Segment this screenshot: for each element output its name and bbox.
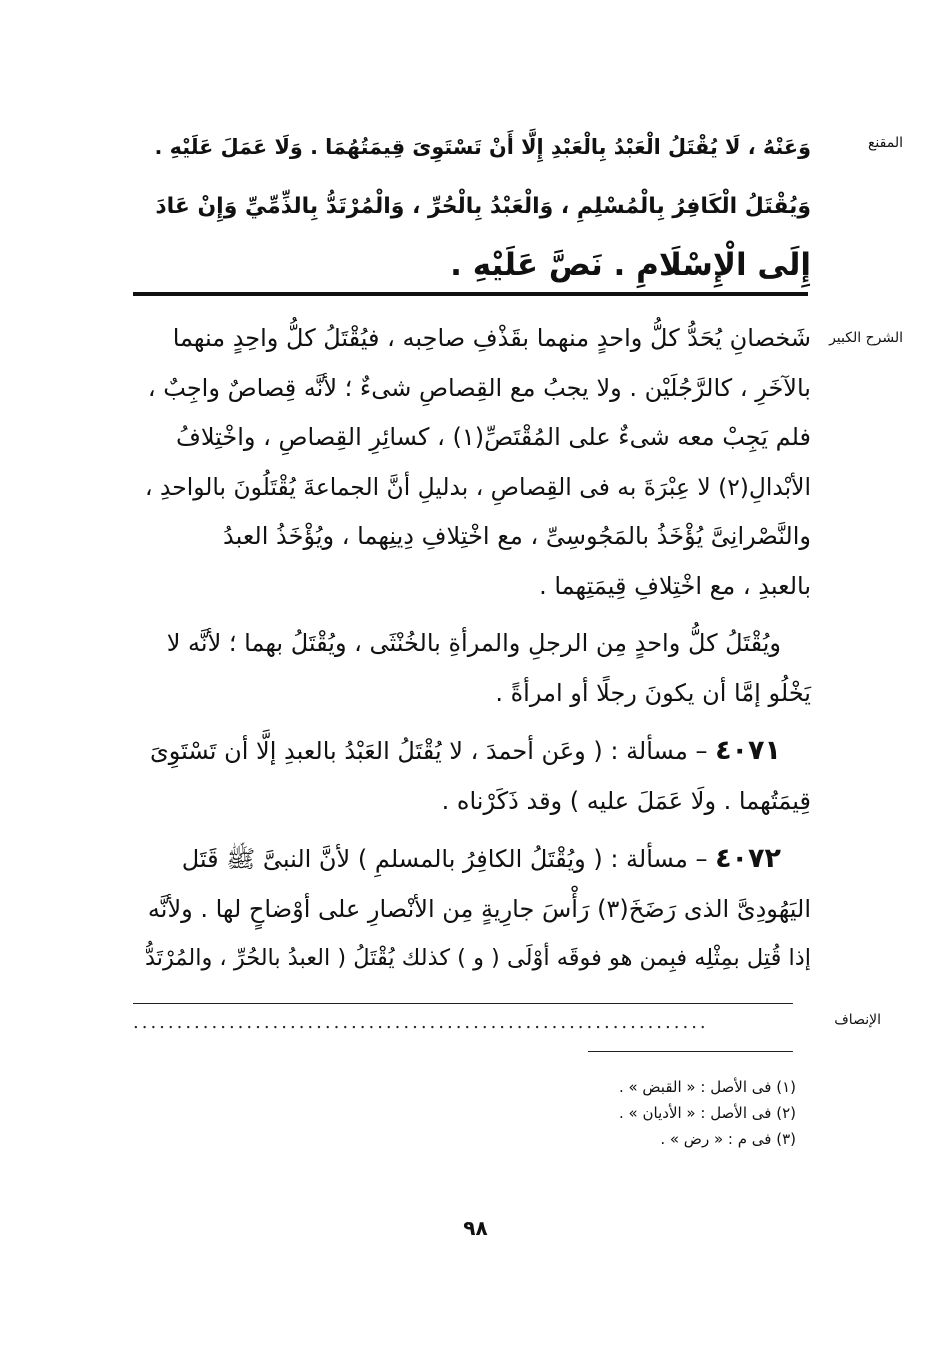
sharh-line: بالآخَرِ ، كالرَّجُلَيْن . ولا يجبُ مع القِصاصِ شىءٌ ؛ لأنَّه قِصاصٌ واجِبٌ ،	[147, 373, 811, 402]
sharh-line: شَخصانِ يُحَدُّ كلُّ واحدٍ منهما بقَذْفِ صاحِبه ، فيُقْتَلُ كلُّ واحِدٍ منهما	[172, 324, 811, 352]
sharh-line: قِيمَتُهما . ولَا عَمَلَ عليه ) وقد ذَكَرْناه .	[441, 786, 811, 815]
sharh-paragraph	[131, 314, 811, 611]
section-divider	[133, 292, 808, 296]
margin-label-insaf: الإنصاف	[834, 1012, 881, 1028]
page-number: ٩٨	[463, 1216, 488, 1240]
footnote: (٣) فى م : « رض » .	[660, 1130, 796, 1148]
footnote: (٢) فى الأصل : « الأديان » .	[619, 1104, 796, 1122]
muqni-line: وَعَنْهُ ، لَا يُقْتَلُ الْعَبْدُ بِالْعَبْدِ إِلَّا أَنْ تَسْتَوِىَ قِيمَتُهُمَا . وَلَا عَمَلَ عَلَيْهِ .	[154, 135, 811, 159]
masala-4072	[131, 834, 811, 984]
sharh-line: الأبْدالِ(٢) لا عِبْرَةَ به فى القِصاصِ ، بدليلِ أنَّ الجماعةَ يُقْتَلُونَ بالواحدِ ،	[145, 472, 811, 501]
insaf-dotted-line: ..................................................................	[133, 1012, 709, 1033]
muqni-text	[141, 118, 811, 295]
footnotes	[619, 1074, 796, 1152]
sharh-paragraph	[131, 619, 811, 718]
sharh-line: بالعبدِ ، مع اخْتِلافِ قِيمَتِهما .	[539, 571, 811, 600]
sharh-line: ويُقْتَلُ كلُّ واحدٍ مِن الرجلِ والمرأةِ بالخُنْثَى ، ويُقْتَلُ بهما ؛ لأنَّه لا	[166, 629, 781, 657]
masala-text: – مسألة : ( وعَن أحمدَ ، لا يُقْتَلُ العَبْدُ بالعبدِ إلَّا أن تَسْتَوِىَ	[149, 737, 716, 765]
sharh-line: إذا قُتِل بمِثْلِه فبِمن هو فوقَه أوْلَى ( و ) كذلك يُقْتَلُ ( العبدُ بالحُرِّ ، والمُرْتَدُّ	[144, 945, 811, 971]
sharh-line: فلم يَجِبْ معه شىءٌ على المُقْتَصِّ(١) ، كسائِرِ القِصاصِ ، واخْتِلافُ	[175, 423, 811, 451]
muqni-line: وَيُقْتَلُ الْكَافِرُ بِالْمُسْلِمِ ، وَالْعَبْدُ بِالْحُرِّ ، وَالْمُرْتَدُّ بِالذِّمِّيِّ وَإِنْ عَادَ	[155, 194, 811, 219]
margin-label-sharh: الشرح الكبير	[829, 330, 903, 346]
masala-number: ٤٠٧٢	[715, 843, 781, 874]
section-divider	[133, 1003, 793, 1004]
sharh-text	[131, 314, 811, 984]
footnote-divider	[588, 1051, 793, 1052]
muqni-line: إِلَى الْإِسْلَامِ . نَصَّ عَلَيْهِ .	[450, 247, 811, 283]
sharh-line	[131, 726, 811, 777]
sharh-line: اليَهُودِىَّ الذى رَضَخَ(٣) رَأْسَ جارِيةٍ مِن الأنْصارِ على أوْضاحٍ لها . ولأنَّه	[147, 894, 811, 923]
margin-label-muqni: المقنع	[867, 135, 903, 151]
masala-4071	[131, 726, 811, 826]
sharh-line: يَخْلُو إمَّا أن يكونَ رجلًا أو امرأةً .	[495, 678, 811, 707]
masala-number: ٤٠٧١	[715, 735, 781, 766]
sharh-line	[131, 834, 811, 885]
sharh-line: والنَّصْرانِىَّ يُؤْخَذُ بالمَجُوسِىِّ ، مع اخْتِلافِ دِينِهما ، ويُؤْخَذُ العبدُ	[223, 522, 811, 550]
footnote: (١) فى الأصل : « القبض » .	[618, 1078, 796, 1096]
masala-text: – مسألة : ( ويُقْتَلُ الكافِرُ بالمسلمِ ) لأنَّ النبىَّ ﷺ قَتَل	[181, 845, 716, 873]
